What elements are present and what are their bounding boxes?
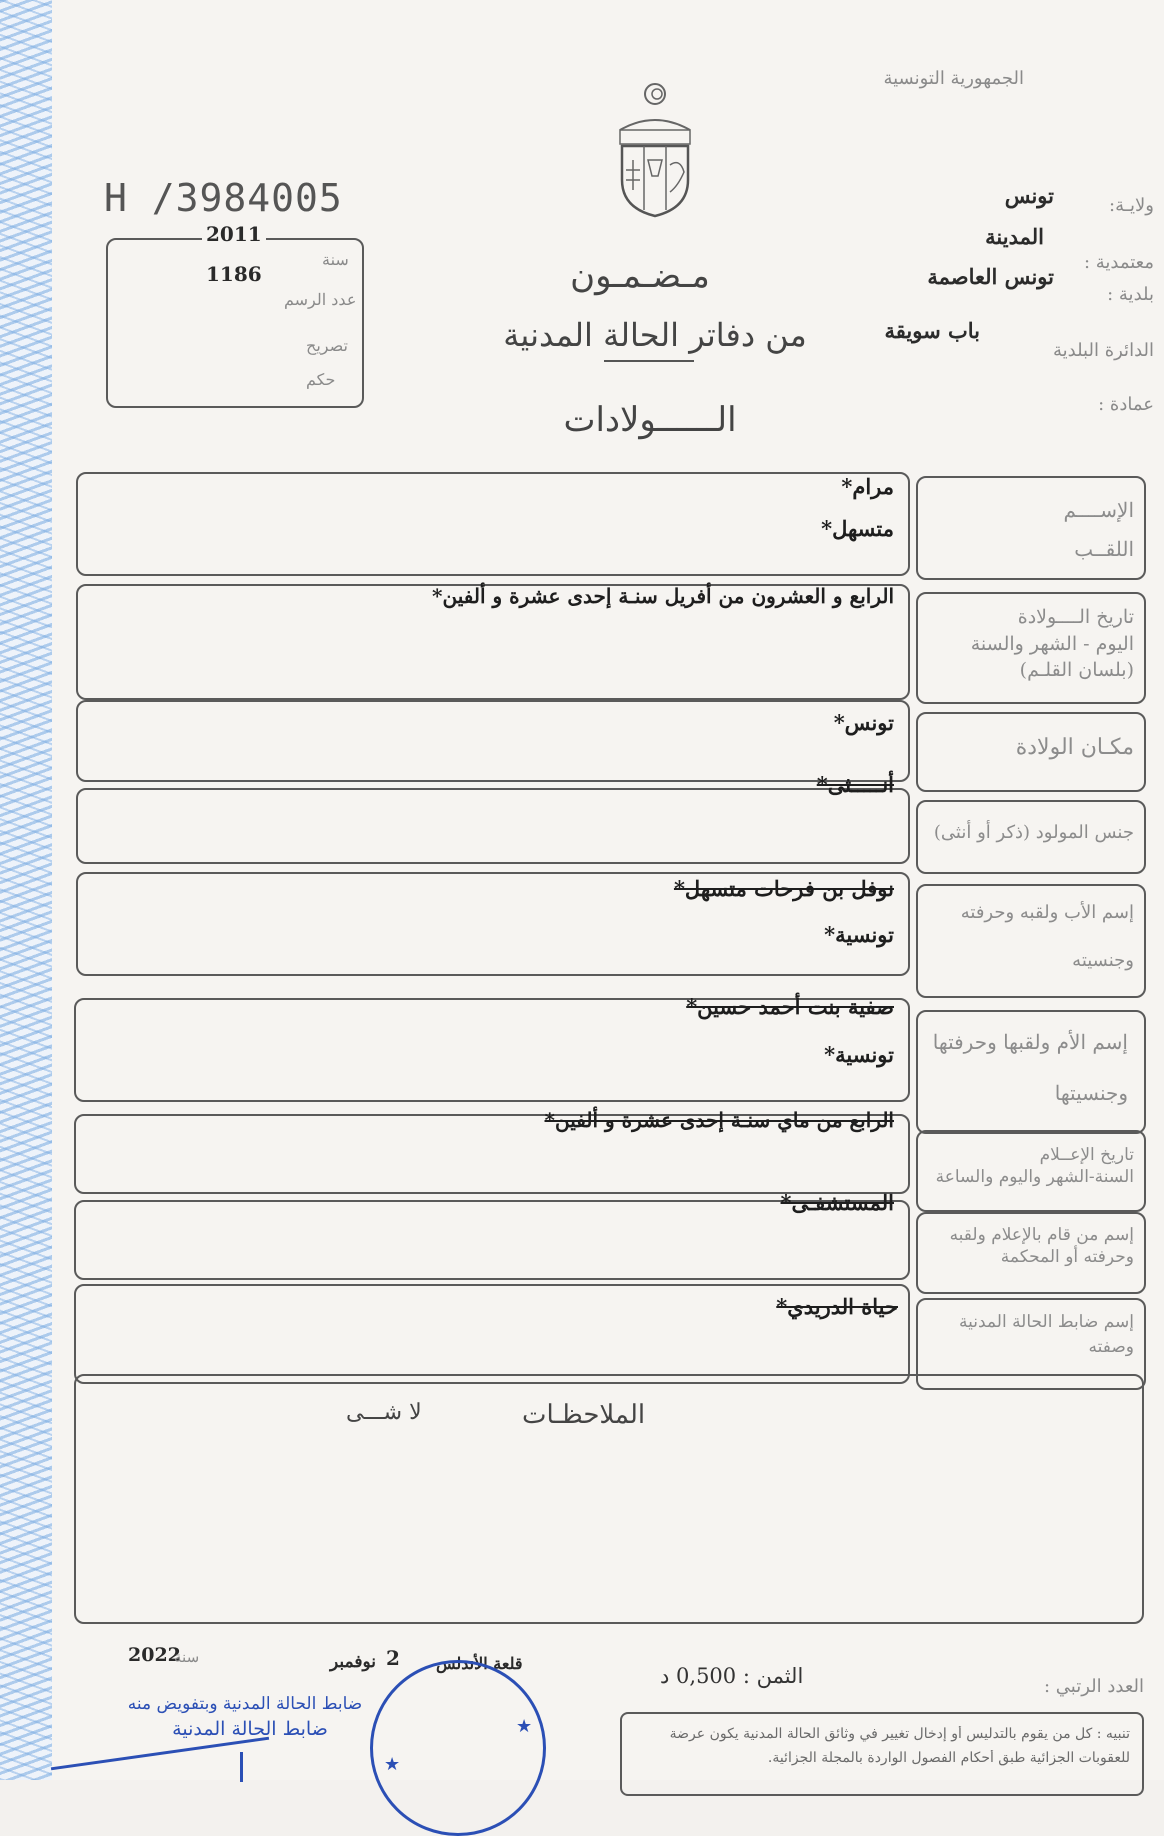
row-label-line: وحرفته أو المحكمة xyxy=(1000,1247,1134,1268)
footer-place: قلعة الأندلس xyxy=(436,1654,523,1673)
mootamadia-label: معتمدية : xyxy=(1083,252,1154,273)
footer-month: نوفمبر xyxy=(330,1652,376,1672)
title-from-records: من دفاتر الحالة المدنية xyxy=(503,316,807,354)
document-serial-number: H /3984005 xyxy=(104,176,343,220)
row-label xyxy=(924,900,1134,974)
row-label xyxy=(924,1144,1134,1188)
row-label xyxy=(924,604,1134,684)
row-label-line: الإســــم xyxy=(1063,498,1134,522)
price: الثمن : 0,500 د xyxy=(660,1664,804,1688)
row-label-line: إسم الأم ولقبها وحرفتها xyxy=(932,1030,1128,1054)
child-last-name: متسهل* xyxy=(821,516,894,541)
baladia-value: تونس العاصمة xyxy=(927,264,1054,289)
officer-name: حياة الدريدي* xyxy=(776,1294,898,1319)
notice-text: تنبيه : كل من يقوم بالتدليس أو إدخال تغيير في وثائق الحالة المدنية يكون عرضة xyxy=(669,1726,1130,1742)
wilaya-label: ولايـة: xyxy=(1109,195,1154,216)
row-label-line: السنة-الشهر واليوم والساعة xyxy=(935,1167,1134,1188)
title-underline xyxy=(604,360,694,362)
daira-label: الدائرة البلدية xyxy=(1052,340,1154,361)
order-number-label: العدد الرتبي : xyxy=(1043,1676,1144,1697)
row-label-line: إسم الأب ولقبه وحرفته xyxy=(960,902,1134,923)
row-label-line: إسم من قام بالإعلام ولقبه xyxy=(949,1225,1134,1245)
official-stamp xyxy=(370,1660,546,1836)
notice-text-2: للعقوبات الجزائية طبق أحكام الفصول الواردة بالمجلة الجزائية. xyxy=(767,1750,1130,1766)
registry-year-label: سنة xyxy=(322,250,349,269)
row-label xyxy=(918,1028,1128,1108)
title-births: الــــــولادات xyxy=(563,400,737,440)
registry-number-label: عدد الرسم xyxy=(284,290,357,309)
remarks-label: الملاحظـات xyxy=(522,1400,646,1430)
imada-label: عمادة : xyxy=(1098,394,1154,415)
row-value-box xyxy=(76,700,910,782)
row-value-box xyxy=(76,472,910,576)
stamp-star-icon: ★ xyxy=(516,1716,533,1737)
signature-stroke xyxy=(51,1737,269,1771)
title-madmoun: مـضـمـون xyxy=(570,256,710,296)
footer-year-label: سنة xyxy=(174,1648,200,1666)
declaration-date: الرابع من ماي سنـة إحدى عشرة و ألفين* xyxy=(544,1108,894,1132)
daira-value: باب سويقة xyxy=(884,318,980,343)
footer-day: 2 xyxy=(386,1646,400,1670)
row-label-line: وجنسيته xyxy=(1072,950,1134,972)
row-label-line: مكـان الولادة xyxy=(1015,735,1134,760)
birth-date: الرابع و العشرون من أفريل سنـة إحدى عشرة و ألفين* xyxy=(432,584,894,608)
officer-signature-line2: ضابط الحالة المدنية xyxy=(172,1718,328,1740)
row-label xyxy=(924,1224,1134,1268)
child-sex: أنـــــثى* xyxy=(816,772,894,797)
child-first-name: مرام* xyxy=(841,474,894,499)
security-border xyxy=(0,0,52,1780)
row-value-box xyxy=(76,788,910,864)
row-label xyxy=(924,1310,1134,1359)
registry-judgment-label: حكم xyxy=(306,370,336,389)
mother-name: صفية بنت أحمد حسين* xyxy=(686,994,894,1019)
birth-place: تونس* xyxy=(833,710,894,735)
registry-declaration-label: تصريح xyxy=(306,336,348,355)
declarant-name: المستشفـى* xyxy=(780,1190,894,1215)
row-label-line: تاريخ الــــولادة xyxy=(1017,606,1134,628)
signature-mark xyxy=(240,1752,243,1782)
registry-year: 2011 xyxy=(202,222,266,246)
remarks-value: لا شـــى xyxy=(346,1400,422,1425)
mootamadia-value: المدينة xyxy=(985,224,1044,249)
row-label-line: اليوم - الشهر والسنة xyxy=(970,632,1134,655)
row-label xyxy=(924,820,1134,846)
mother-nationality: تونسية* xyxy=(824,1042,894,1067)
row-label-line: اللقــب xyxy=(1074,537,1134,561)
officer-signature-line1: ضابط الحالة المدنية وبتفويض منه xyxy=(127,1694,363,1714)
stamp-star-icon: ★ xyxy=(384,1754,401,1775)
baladia-label: بلدية : xyxy=(1107,284,1154,305)
row-label xyxy=(924,732,1134,764)
row-label-line: وصفته xyxy=(1088,1336,1134,1357)
coat-of-arms-emblem xyxy=(612,80,698,220)
father-nationality: تونسية* xyxy=(824,922,894,947)
row-label-line: تاريخ الإعــلام xyxy=(1039,1145,1134,1165)
footer-year: 2022 xyxy=(128,1644,181,1666)
row-label-line: وجنسيتها xyxy=(1054,1081,1128,1105)
wilaya-value: تونس xyxy=(1004,183,1054,208)
row-label-line: (بلسان القلـم) xyxy=(1019,659,1134,682)
row-label-line: جنس المولود (ذكر أو أنثى) xyxy=(933,822,1134,843)
republic-label: الجمهورية التونسية xyxy=(883,68,1024,89)
row-label xyxy=(924,496,1134,564)
registry-number: 1186 xyxy=(206,262,262,286)
father-name: نوفل بن فرحات متسهل* xyxy=(673,876,894,901)
row-label-line: إسم ضابط الحالة المدنية xyxy=(959,1312,1134,1332)
